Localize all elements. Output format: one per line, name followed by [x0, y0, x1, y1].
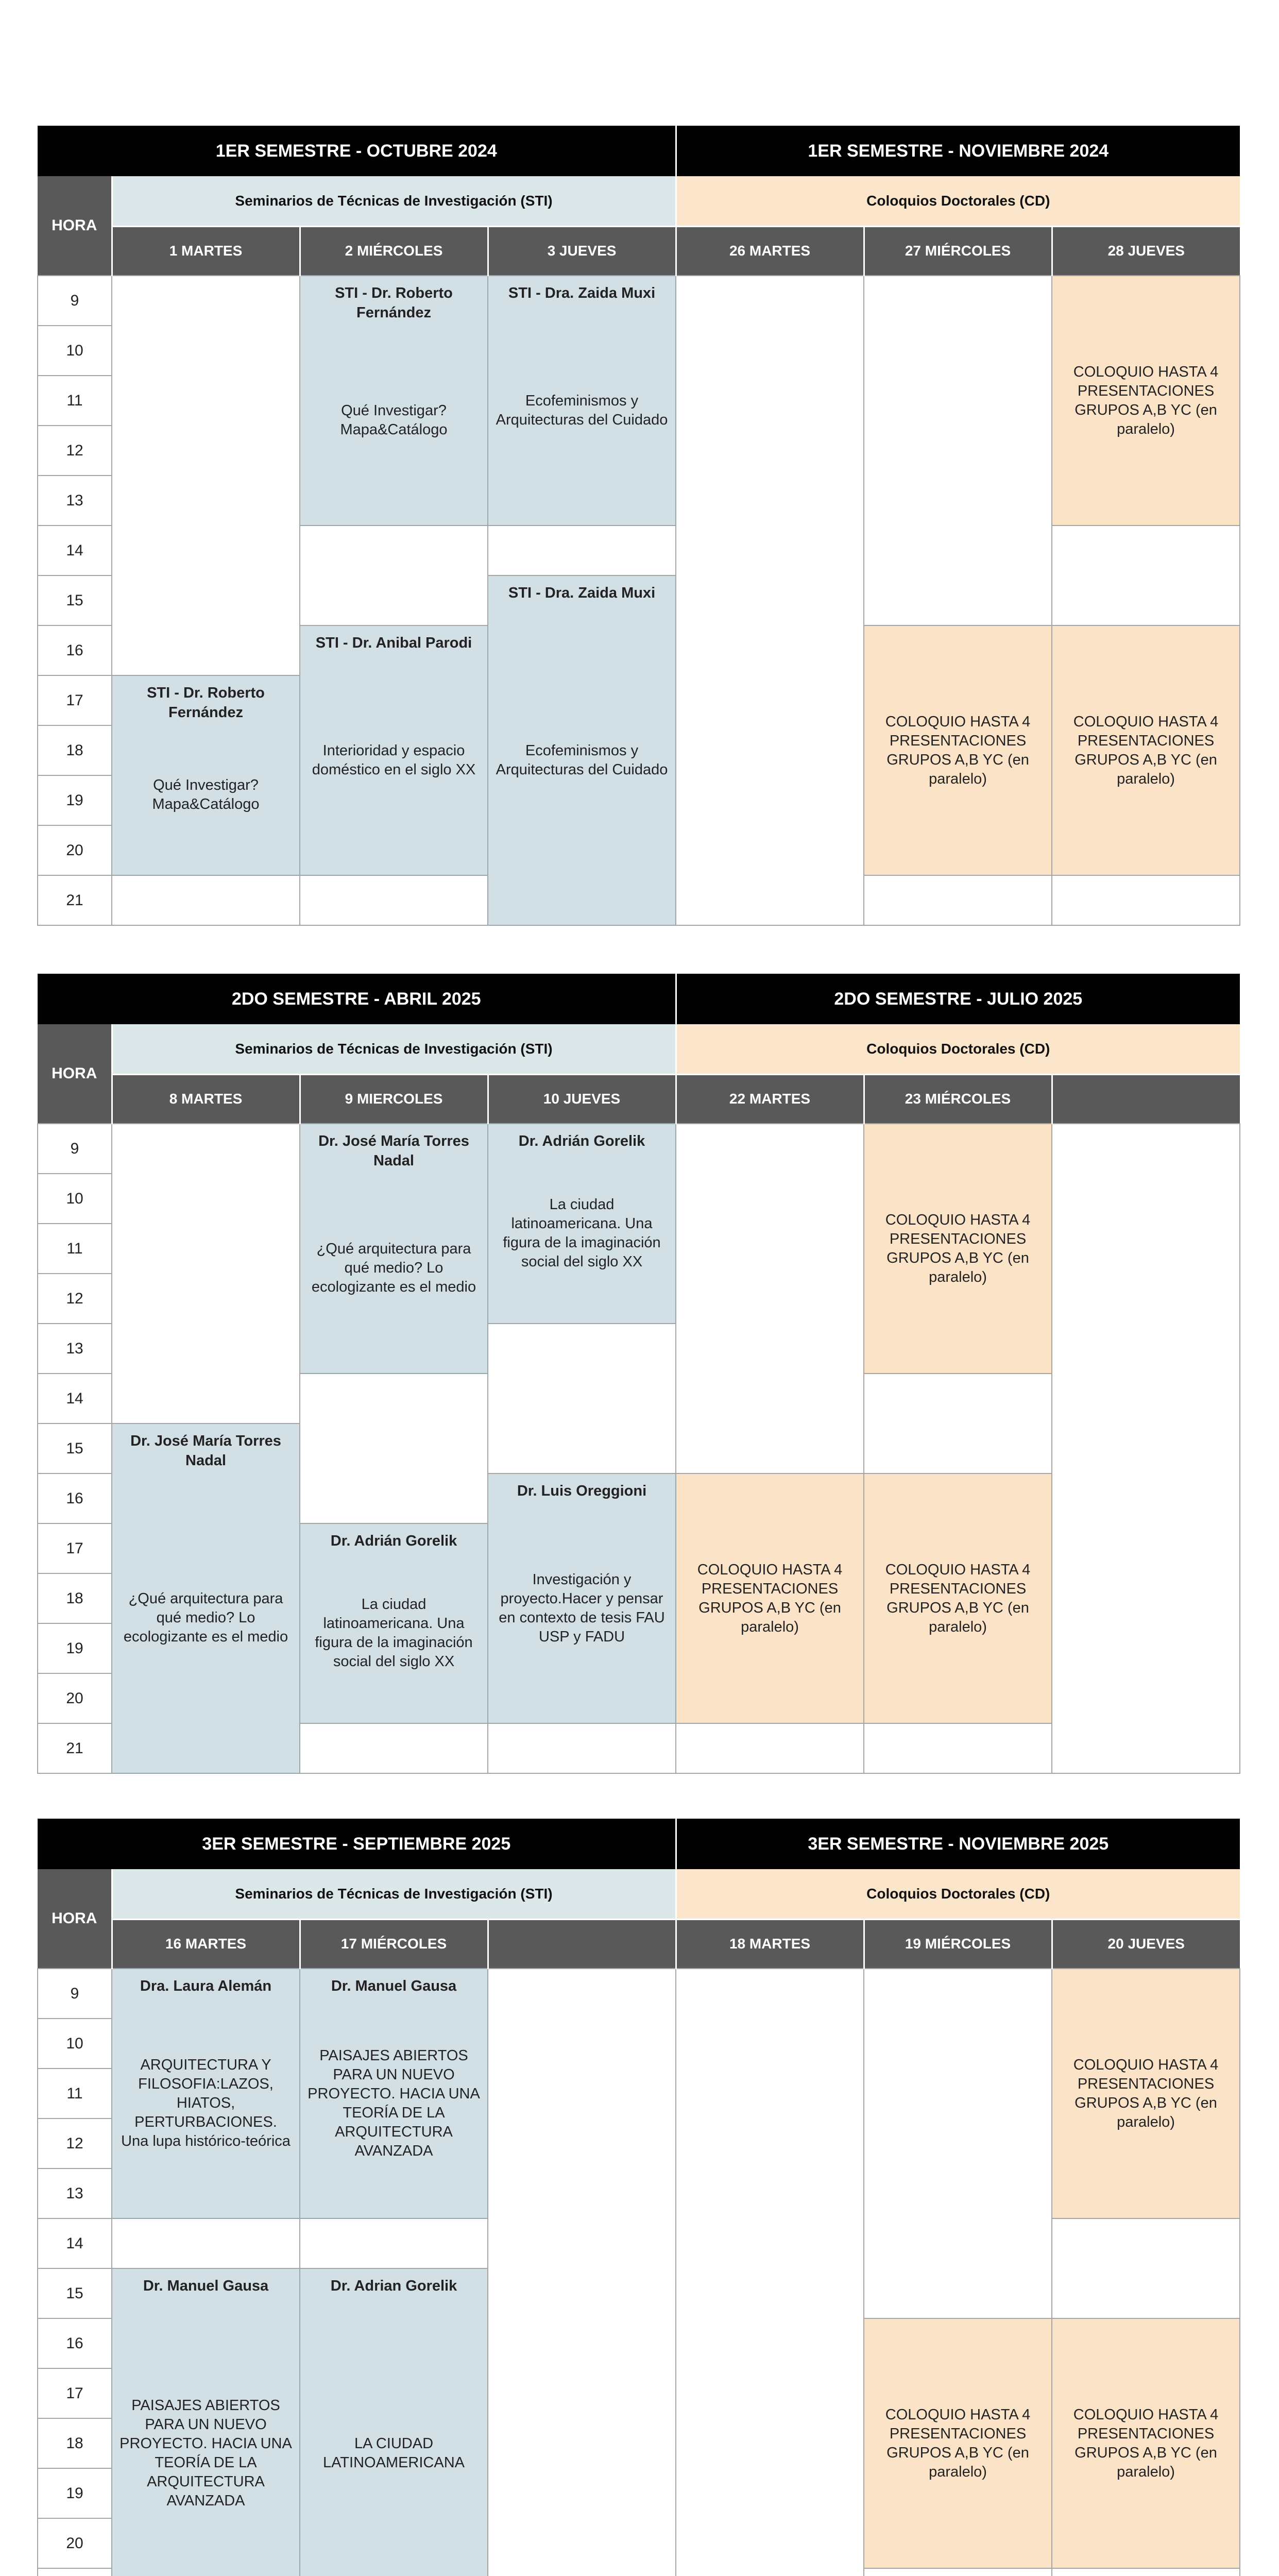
semester-title-left: 2DO SEMESTRE - ABRIL 2025 [38, 974, 676, 1024]
coloquio-block [676, 1473, 864, 1723]
event-block [300, 625, 488, 875]
event-block [300, 1124, 488, 1374]
sti-header: Seminarios de Técnicas de Investigación (STI) [112, 1024, 676, 1074]
event-topic: PAISAJES ABIERTOS PARA UN NUEVO PROYECTO. HACIA UNA TEORÍA DE LA ARQUITECTURA AVANZADA [308, 2047, 480, 2159]
coloquio-text: COLOQUIO HASTA 4 PRESENTACIONES GRUPOS A,B YC (en paralelo) [885, 713, 1031, 787]
event-title: Dr. Manuel Gausa [331, 1978, 457, 1994]
event-block [112, 675, 300, 875]
day-header: 22 MARTES [676, 1074, 864, 1124]
empty-slot [864, 1374, 1052, 1473]
hour-label: 18 [38, 725, 112, 775]
empty-slot [676, 1723, 864, 1773]
day-header: 17 MIÉRCOLES [300, 1919, 488, 1969]
hour-label: 19 [38, 2468, 112, 2518]
day-header: 26 MARTES [676, 226, 864, 276]
day-header: 20 JUEVES [1052, 1919, 1240, 1969]
schedule-semester-3 [37, 1819, 1239, 2576]
coloquio-block [864, 625, 1052, 875]
empty-slot [1052, 526, 1240, 625]
hour-label: 15 [38, 1423, 112, 1473]
event-topic: Qué Investigar? Mapa&Catálogo [340, 402, 448, 438]
hour-label: 13 [38, 1324, 112, 1374]
day-header: 1 MARTES [112, 226, 300, 276]
hour-label: 19 [38, 1623, 112, 1673]
empty-slot [864, 276, 1052, 625]
hour-label: 20 [38, 825, 112, 875]
empty-slot [112, 276, 300, 675]
event-title: STI - Dr. Roberto Fernández [335, 285, 453, 321]
event-block [112, 1423, 300, 1773]
empty-slot [488, 1723, 676, 1773]
hour-label: 13 [38, 476, 112, 526]
hour-label: 11 [38, 1224, 112, 1274]
semester-title-right: 3ER SEMESTRE - NOVIEMBRE 2025 [676, 1819, 1240, 1869]
empty-slot [864, 1969, 1052, 2318]
hour-label: 21 [38, 875, 112, 925]
event-title: STI - Dra. Zaida Muxi [508, 585, 656, 601]
day-header: 19 MIÉRCOLES [864, 1919, 1052, 1969]
hour-label: 12 [38, 426, 112, 476]
coloquio-block [1052, 1969, 1240, 2218]
sti-header: Seminarios de Técnicas de Investigación (STI) [112, 1869, 676, 1919]
empty-slot [488, 1324, 676, 1473]
event-title: Dra. Laura Alemán [140, 1978, 272, 1994]
day-header: 27 MIÉRCOLES [864, 226, 1052, 276]
coloquio-block [1052, 625, 1240, 875]
hour-label: 20 [38, 1673, 112, 1723]
hour-label: 9 [38, 1124, 112, 1174]
day-header [488, 1919, 676, 1969]
event-topic: Qué Investigar? Mapa&Catálogo [152, 777, 260, 812]
hour-label [38, 2568, 112, 2576]
event-block [488, 575, 676, 925]
hour-label: 10 [38, 1174, 112, 1224]
empty-slot [1052, 2218, 1240, 2318]
hour-label: 16 [38, 625, 112, 675]
event-block [300, 1969, 488, 2218]
hour-label: 18 [38, 1573, 112, 1623]
empty-slot [1052, 875, 1240, 925]
hora-header: HORA [38, 176, 112, 276]
empty-slot [676, 276, 864, 925]
day-header: 9 MIERCOLES [300, 1074, 488, 1124]
empty-slot [300, 526, 488, 625]
hour-label: 10 [38, 2019, 112, 2069]
coloquio-text: COLOQUIO HASTA 4 PRESENTACIONES GRUPOS A,B YC (en paralelo) [697, 1561, 843, 1635]
event-topic: Ecofeminismos y Arquitecturas del Cuidado [496, 742, 668, 778]
event-title: Dr. Adrián Gorelik [330, 1533, 457, 1549]
cd-header: Coloquios Doctorales (CD) [676, 176, 1240, 226]
coloquio-text: COLOQUIO HASTA 4 PRESENTACIONES GRUPOS A,B YC (en paralelo) [885, 1211, 1031, 1285]
hour-label: 9 [38, 1969, 112, 2019]
hour-label: 10 [38, 326, 112, 376]
event-title: Dr. Manuel Gausa [143, 2278, 269, 2294]
empty-slot [1052, 1124, 1240, 1773]
coloquio-text: COLOQUIO HASTA 4 PRESENTACIONES GRUPOS A,B YC (en paralelo) [885, 1561, 1031, 1635]
event-topic: PAISAJES ABIERTOS PARA UN NUEVO PROYECTO. HACIA UNA TEORÍA DE LA ARQUITECTURA AVANZADA [120, 2397, 292, 2509]
coloquio-block [864, 2318, 1052, 2568]
event-topic: Ecofeminismos y Arquitecturas del Cuidado [496, 392, 668, 428]
hour-label: 11 [38, 376, 112, 426]
empty-slot [676, 1969, 864, 2576]
event-title: Dr. Adrian Gorelik [330, 2278, 457, 2294]
event-topic: LA CIUDAD LATINOAMERICANA [322, 2435, 465, 2471]
hour-label: 17 [38, 675, 112, 725]
event-topic: ¿Qué arquitectura para qué medio? Lo ecologizante es el medio [311, 1241, 476, 1295]
hour-label: 11 [38, 2069, 112, 2119]
hour-label: 17 [38, 2368, 112, 2418]
empty-slot [864, 1723, 1052, 1773]
hour-label: 12 [38, 2119, 112, 2168]
cd-header: Coloquios Doctorales (CD) [676, 1024, 1240, 1074]
hour-label: 9 [38, 276, 112, 326]
coloquio-block [1052, 2318, 1240, 2568]
event-title: Dr. Luis Oreggioni [517, 1483, 647, 1499]
event-title: STI - Dra. Zaida Muxi [508, 285, 656, 301]
event-block [300, 1523, 488, 1723]
event-topic: ¿Qué arquitectura para qué medio? Lo ecologizante es el medio [123, 1590, 288, 1645]
event-topic: Interioridad y espacio doméstico en el siglo XX [312, 742, 476, 778]
semester-title-right: 1ER SEMESTRE - NOVIEMBRE 2024 [676, 126, 1240, 176]
event-block [488, 1124, 676, 1324]
hour-label: 20 [38, 2518, 112, 2568]
event-topic: ARQUITECTURA Y FILOSOFIA:LAZOS, HIATOS, PERTURBACIONES. Una lupa histórico-teórica [121, 2057, 291, 2149]
hour-label: 16 [38, 2318, 112, 2368]
day-header: 28 JUEVES [1052, 226, 1240, 276]
day-header [1052, 1074, 1240, 1124]
hora-header: HORA [38, 1869, 112, 1969]
schedule-semester-1 [37, 126, 1239, 926]
event-block [300, 276, 488, 526]
hour-label: 17 [38, 1523, 112, 1573]
cd-header: Coloquios Doctorales (CD) [676, 1869, 1240, 1919]
event-block [488, 1473, 676, 1723]
hour-label: 12 [38, 1274, 112, 1324]
event-block [488, 276, 676, 526]
hour-label: 18 [38, 2418, 112, 2468]
day-header: 16 MARTES [112, 1919, 300, 1969]
schedule-semester-2 [37, 974, 1239, 1774]
empty-slot [300, 1374, 488, 1523]
empty-slot [676, 1124, 864, 1473]
hour-label: 21 [38, 1723, 112, 1773]
empty-slot [488, 526, 676, 575]
event-title: Dr. José María Torres Nadal [318, 1133, 469, 1169]
coloquio-text: COLOQUIO HASTA 4 PRESENTACIONES GRUPOS A,B YC (en paralelo) [1073, 713, 1219, 787]
hour-label: 16 [38, 1473, 112, 1523]
coloquio-block [1052, 276, 1240, 526]
event-title: Dr. Adrián Gorelik [518, 1133, 645, 1149]
event-topic: La ciudad latinoamericana. Una figura de la imaginación social del siglo XX [503, 1196, 661, 1270]
day-header: 23 MIÉRCOLES [864, 1074, 1052, 1124]
coloquio-text: COLOQUIO HASTA 4 PRESENTACIONES GRUPOS A,B YC (en paralelo) [1073, 2056, 1219, 2130]
empty-slot [112, 2218, 300, 2268]
day-header: 2 MIÉRCOLES [300, 226, 488, 276]
coloquio-block [864, 1124, 1052, 1374]
empty-slot [1052, 2568, 1240, 2576]
day-header: 10 JUEVES [488, 1074, 676, 1124]
coloquio-text: COLOQUIO HASTA 4 PRESENTACIONES GRUPOS A,B YC (en paralelo) [1073, 2406, 1219, 2480]
day-header: 18 MARTES [676, 1919, 864, 1969]
semester-title-right: 2DO SEMESTRE - JULIO 2025 [676, 974, 1240, 1024]
coloquio-text: COLOQUIO HASTA 4 PRESENTACIONES GRUPOS A,B YC (en paralelo) [1073, 363, 1219, 437]
hour-label: 14 [38, 2218, 112, 2268]
coloquio-text: COLOQUIO HASTA 4 PRESENTACIONES GRUPOS A,B YC (en paralelo) [885, 2406, 1031, 2480]
hour-label: 14 [38, 526, 112, 575]
empty-slot [112, 1124, 300, 1423]
hour-label: 14 [38, 1374, 112, 1423]
empty-slot [864, 875, 1052, 925]
event-topic: La ciudad latinoamericana. Una figura de la imaginación social del siglo XX [315, 1596, 473, 1670]
event-block [300, 2268, 488, 2576]
event-title: Dr. José María Torres Nadal [130, 1433, 281, 1469]
empty-slot [112, 875, 300, 925]
day-header: 8 MARTES [112, 1074, 300, 1124]
sti-header: Seminarios de Técnicas de Investigación (STI) [112, 176, 676, 226]
event-block [112, 2268, 300, 2576]
empty-slot [300, 2218, 488, 2268]
empty-slot [300, 875, 488, 925]
hour-label: 13 [38, 2168, 112, 2218]
hour-label: 15 [38, 575, 112, 625]
semester-title-left: 3ER SEMESTRE - SEPTIEMBRE 2025 [38, 1819, 676, 1869]
empty-slot [300, 1723, 488, 1773]
hour-label: 19 [38, 775, 112, 825]
event-topic: Investigación y proyecto.Hacer y pensar en contexto de tesis FAU USP y FADU [499, 1571, 665, 1645]
semester-title-left: 1ER SEMESTRE - OCTUBRE 2024 [38, 126, 676, 176]
day-header: 3 JUEVES [488, 226, 676, 276]
hour-label: 15 [38, 2268, 112, 2318]
hora-header: HORA [38, 1024, 112, 1124]
event-title: STI - Dr. Anibal Parodi [315, 635, 472, 651]
empty-slot [864, 2568, 1052, 2576]
coloquio-block [864, 1473, 1052, 1723]
event-block [112, 1969, 300, 2218]
empty-slot [488, 1969, 676, 2576]
event-title: STI - Dr. Roberto Fernández [147, 685, 265, 721]
